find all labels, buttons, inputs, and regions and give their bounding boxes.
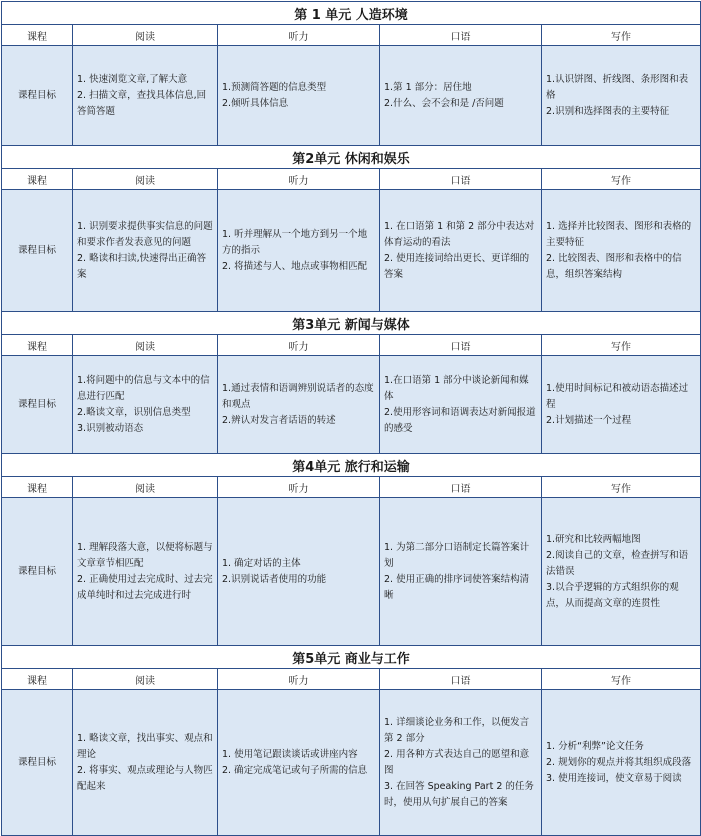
unit-title: 第3单元 新闻与媒体 bbox=[2, 312, 701, 335]
reading-goal-item: 1. 识别要求提供事实信息的问题和要求作者发表意见的问题 bbox=[77, 220, 213, 248]
unit-title: 第2单元 休闲和娱乐 bbox=[2, 146, 701, 169]
unit-4-goal-row bbox=[2, 498, 701, 646]
listening-goal-item: 2.识别说话者使用的功能 bbox=[222, 573, 327, 585]
writing-goal-item: 2. 比较图表、图形和表格中的信息，组织答案结构 bbox=[546, 252, 682, 280]
row-label: 课程目标 bbox=[2, 690, 73, 836]
speaking-goal-item: 2. 使用正确的排序词使答案结构清晰 bbox=[384, 573, 530, 601]
listening-goal-item: 1.通过表情和语调辨别说话者的态度和观点 bbox=[222, 382, 374, 410]
unit-5-title-row bbox=[2, 646, 701, 669]
reading-goal-item: 1. 快速浏览文章,了解大意 bbox=[77, 73, 188, 85]
writing-goals-cell bbox=[542, 356, 701, 454]
unit-title: 第 1 单元 人造环境 bbox=[2, 2, 701, 25]
speaking-goals-cell bbox=[380, 498, 542, 646]
speaking-goal-item: 1.第 1 部分：居住地 bbox=[384, 81, 472, 93]
writing-goal-item: 1.使用时间标记和被动语态描述过程 bbox=[546, 382, 689, 410]
listening-goal-item: 2.倾听具体信息 bbox=[222, 97, 289, 109]
reading-goal-item: 3.识别被动语态 bbox=[77, 422, 144, 434]
listening-goals-cell bbox=[218, 498, 380, 646]
speaking-goal-item: 1. 详细谈论业务和工作，以便发言第 2 部分 bbox=[384, 716, 530, 744]
unit-1-title-row bbox=[2, 2, 701, 25]
column-header: 课程 bbox=[2, 669, 73, 690]
listening-goal-item: 2. 将描述与人、地点或事物相匹配 bbox=[222, 260, 368, 272]
unit-5-header-row bbox=[2, 669, 701, 690]
speaking-goals-cell bbox=[380, 690, 542, 836]
reading-goal-item: 2. 将事实、观点或理论与人物匹配起来 bbox=[77, 764, 213, 792]
writing-goal-item: 1.研究和比较两幅地图 bbox=[546, 533, 641, 545]
column-header: 口语 bbox=[380, 25, 542, 46]
unit-2-title-row bbox=[2, 146, 701, 169]
writing-goal-item: 2.计划描述一个过程 bbox=[546, 414, 632, 426]
column-header: 写作 bbox=[542, 669, 701, 690]
writing-goal-item: 2.阅读自己的文章，检查拼写和语法错误 bbox=[546, 549, 689, 577]
reading-goal-item: 1. 理解段落大意，以便将标题与文章章节相匹配 bbox=[77, 541, 213, 569]
speaking-goals-cell bbox=[380, 190, 542, 312]
writing-goals-cell bbox=[542, 498, 701, 646]
unit-title: 第5单元 商业与工作 bbox=[2, 646, 701, 669]
unit-2-goal-row bbox=[2, 190, 701, 312]
speaking-goal-item: 1. 在口语第 1 和第 2 部分中表达对体育运动的看法 bbox=[384, 220, 535, 248]
speaking-goal-item: 3. 在回答 Speaking Part 2 的任务时，使用从句扩展自己的答案 bbox=[384, 780, 534, 808]
listening-goals-cell bbox=[218, 190, 380, 312]
listening-goal-item: 2. 确定完成笔记或句子所需的信息 bbox=[222, 764, 368, 776]
syllabus-table bbox=[1, 1, 701, 836]
writing-goal-item: 2. 规划你的观点并将其组织成段落 bbox=[546, 756, 692, 768]
column-header: 阅读 bbox=[73, 477, 218, 498]
column-header: 口语 bbox=[380, 669, 542, 690]
column-header: 阅读 bbox=[73, 335, 218, 356]
unit-2-header-row bbox=[2, 169, 701, 190]
column-header: 口语 bbox=[380, 477, 542, 498]
speaking-goal-item: 2. 用各种方式表达自己的愿望和意图 bbox=[384, 748, 530, 776]
column-header: 写作 bbox=[542, 335, 701, 356]
writing-goal-item: 1. 选择并比较图表、图形和表格的主要特征 bbox=[546, 220, 692, 248]
reading-goal-item: 2. 正确使用过去完成时、过去完成单纯时和过去完成进行时 bbox=[77, 573, 213, 601]
row-label: 课程目标 bbox=[2, 498, 73, 646]
speaking-goal-item: 2.使用形容词和语调表达对新闻报道的感受 bbox=[384, 406, 536, 434]
listening-goals-cell bbox=[218, 690, 380, 836]
speaking-goal-item: 1.在口语第 1 部分中谈论新闻和媒体 bbox=[384, 374, 529, 402]
column-header: 阅读 bbox=[73, 669, 218, 690]
column-header: 阅读 bbox=[73, 169, 218, 190]
row-label: 课程目标 bbox=[2, 46, 73, 146]
reading-goals-cell bbox=[73, 356, 218, 454]
speaking-goal-item: 2.什么、会不会和是 /否问题 bbox=[384, 97, 504, 109]
column-header: 写作 bbox=[542, 477, 701, 498]
writing-goal-item: 1.认识饼图、折线图、条形图和表格 bbox=[546, 73, 689, 101]
reading-goals-cell bbox=[73, 46, 218, 146]
column-header: 听力 bbox=[218, 669, 380, 690]
writing-goals-cell bbox=[542, 46, 701, 146]
listening-goals-cell bbox=[218, 46, 380, 146]
reading-goals-cell bbox=[73, 690, 218, 836]
listening-goal-item: 2.辨认对发言者话语的转述 bbox=[222, 414, 336, 426]
unit-4-header-row bbox=[2, 477, 701, 498]
speaking-goal-item: 1. 为第二部分口语制定长篇答案计划 bbox=[384, 541, 530, 569]
reading-goals-cell bbox=[73, 190, 218, 312]
row-label: 课程目标 bbox=[2, 356, 73, 454]
column-header: 口语 bbox=[380, 335, 542, 356]
unit-5-goal-row bbox=[2, 690, 701, 836]
column-header: 写作 bbox=[542, 169, 701, 190]
listening-goal-item: 1.预测简答题的信息类型 bbox=[222, 81, 327, 93]
reading-goal-item: 2. 略读和扫读,快速得出正确答案 bbox=[77, 252, 207, 280]
reading-goals-cell bbox=[73, 498, 218, 646]
unit-3-goal-row bbox=[2, 356, 701, 454]
column-header: 听力 bbox=[218, 169, 380, 190]
reading-goal-item: 1.将问题中的信息与文本中的信息进行匹配 bbox=[77, 374, 210, 402]
writing-goal-item: 3. 使用连接词，使文章易于阅读 bbox=[546, 772, 682, 784]
writing-goal-item: 3.以合乎逻辑的方式组织你的观点，从而提高文章的连贯性 bbox=[546, 581, 679, 609]
speaking-goals-cell bbox=[380, 46, 542, 146]
column-header: 听力 bbox=[218, 25, 380, 46]
column-header: 写作 bbox=[542, 25, 701, 46]
writing-goal-item: 1. 分析“利弊”论文任务 bbox=[546, 740, 644, 752]
writing-goal-item: 2.识别和选择图表的主要特征 bbox=[546, 105, 670, 117]
column-header: 听力 bbox=[218, 477, 380, 498]
listening-goals-cell bbox=[218, 356, 380, 454]
speaking-goals-cell bbox=[380, 356, 542, 454]
column-header: 课程 bbox=[2, 477, 73, 498]
unit-1-header-row bbox=[2, 25, 701, 46]
unit-1-goal-row bbox=[2, 46, 701, 146]
listening-goal-item: 1. 确定对话的主体 bbox=[222, 557, 301, 569]
unit-3-header-row bbox=[2, 335, 701, 356]
listening-goal-item: 1. 使用笔记跟读谈话或讲座内容 bbox=[222, 748, 358, 760]
column-header: 课程 bbox=[2, 169, 73, 190]
row-label: 课程目标 bbox=[2, 190, 73, 312]
unit-title: 第4单元 旅行和运输 bbox=[2, 454, 701, 477]
reading-goal-item: 1. 略读文章，找出事实、观点和理论 bbox=[77, 732, 213, 760]
listening-goal-item: 1. 听并理解从一个地方到另一个地方的指示 bbox=[222, 228, 368, 256]
column-header: 口语 bbox=[380, 169, 542, 190]
unit-3-title-row bbox=[2, 312, 701, 335]
column-header: 听力 bbox=[218, 335, 380, 356]
column-header: 课程 bbox=[2, 25, 73, 46]
reading-goal-item: 2. 扫描文章，查找具体信息,回答简答题 bbox=[77, 89, 207, 117]
column-header: 课程 bbox=[2, 335, 73, 356]
writing-goals-cell bbox=[542, 690, 701, 836]
reading-goal-item: 2.略读文章，识别信息类型 bbox=[77, 406, 191, 418]
column-header: 阅读 bbox=[73, 25, 218, 46]
speaking-goal-item: 2. 使用连接词给出更长、更详细的答案 bbox=[384, 252, 530, 280]
unit-4-title-row bbox=[2, 454, 701, 477]
writing-goals-cell bbox=[542, 190, 701, 312]
